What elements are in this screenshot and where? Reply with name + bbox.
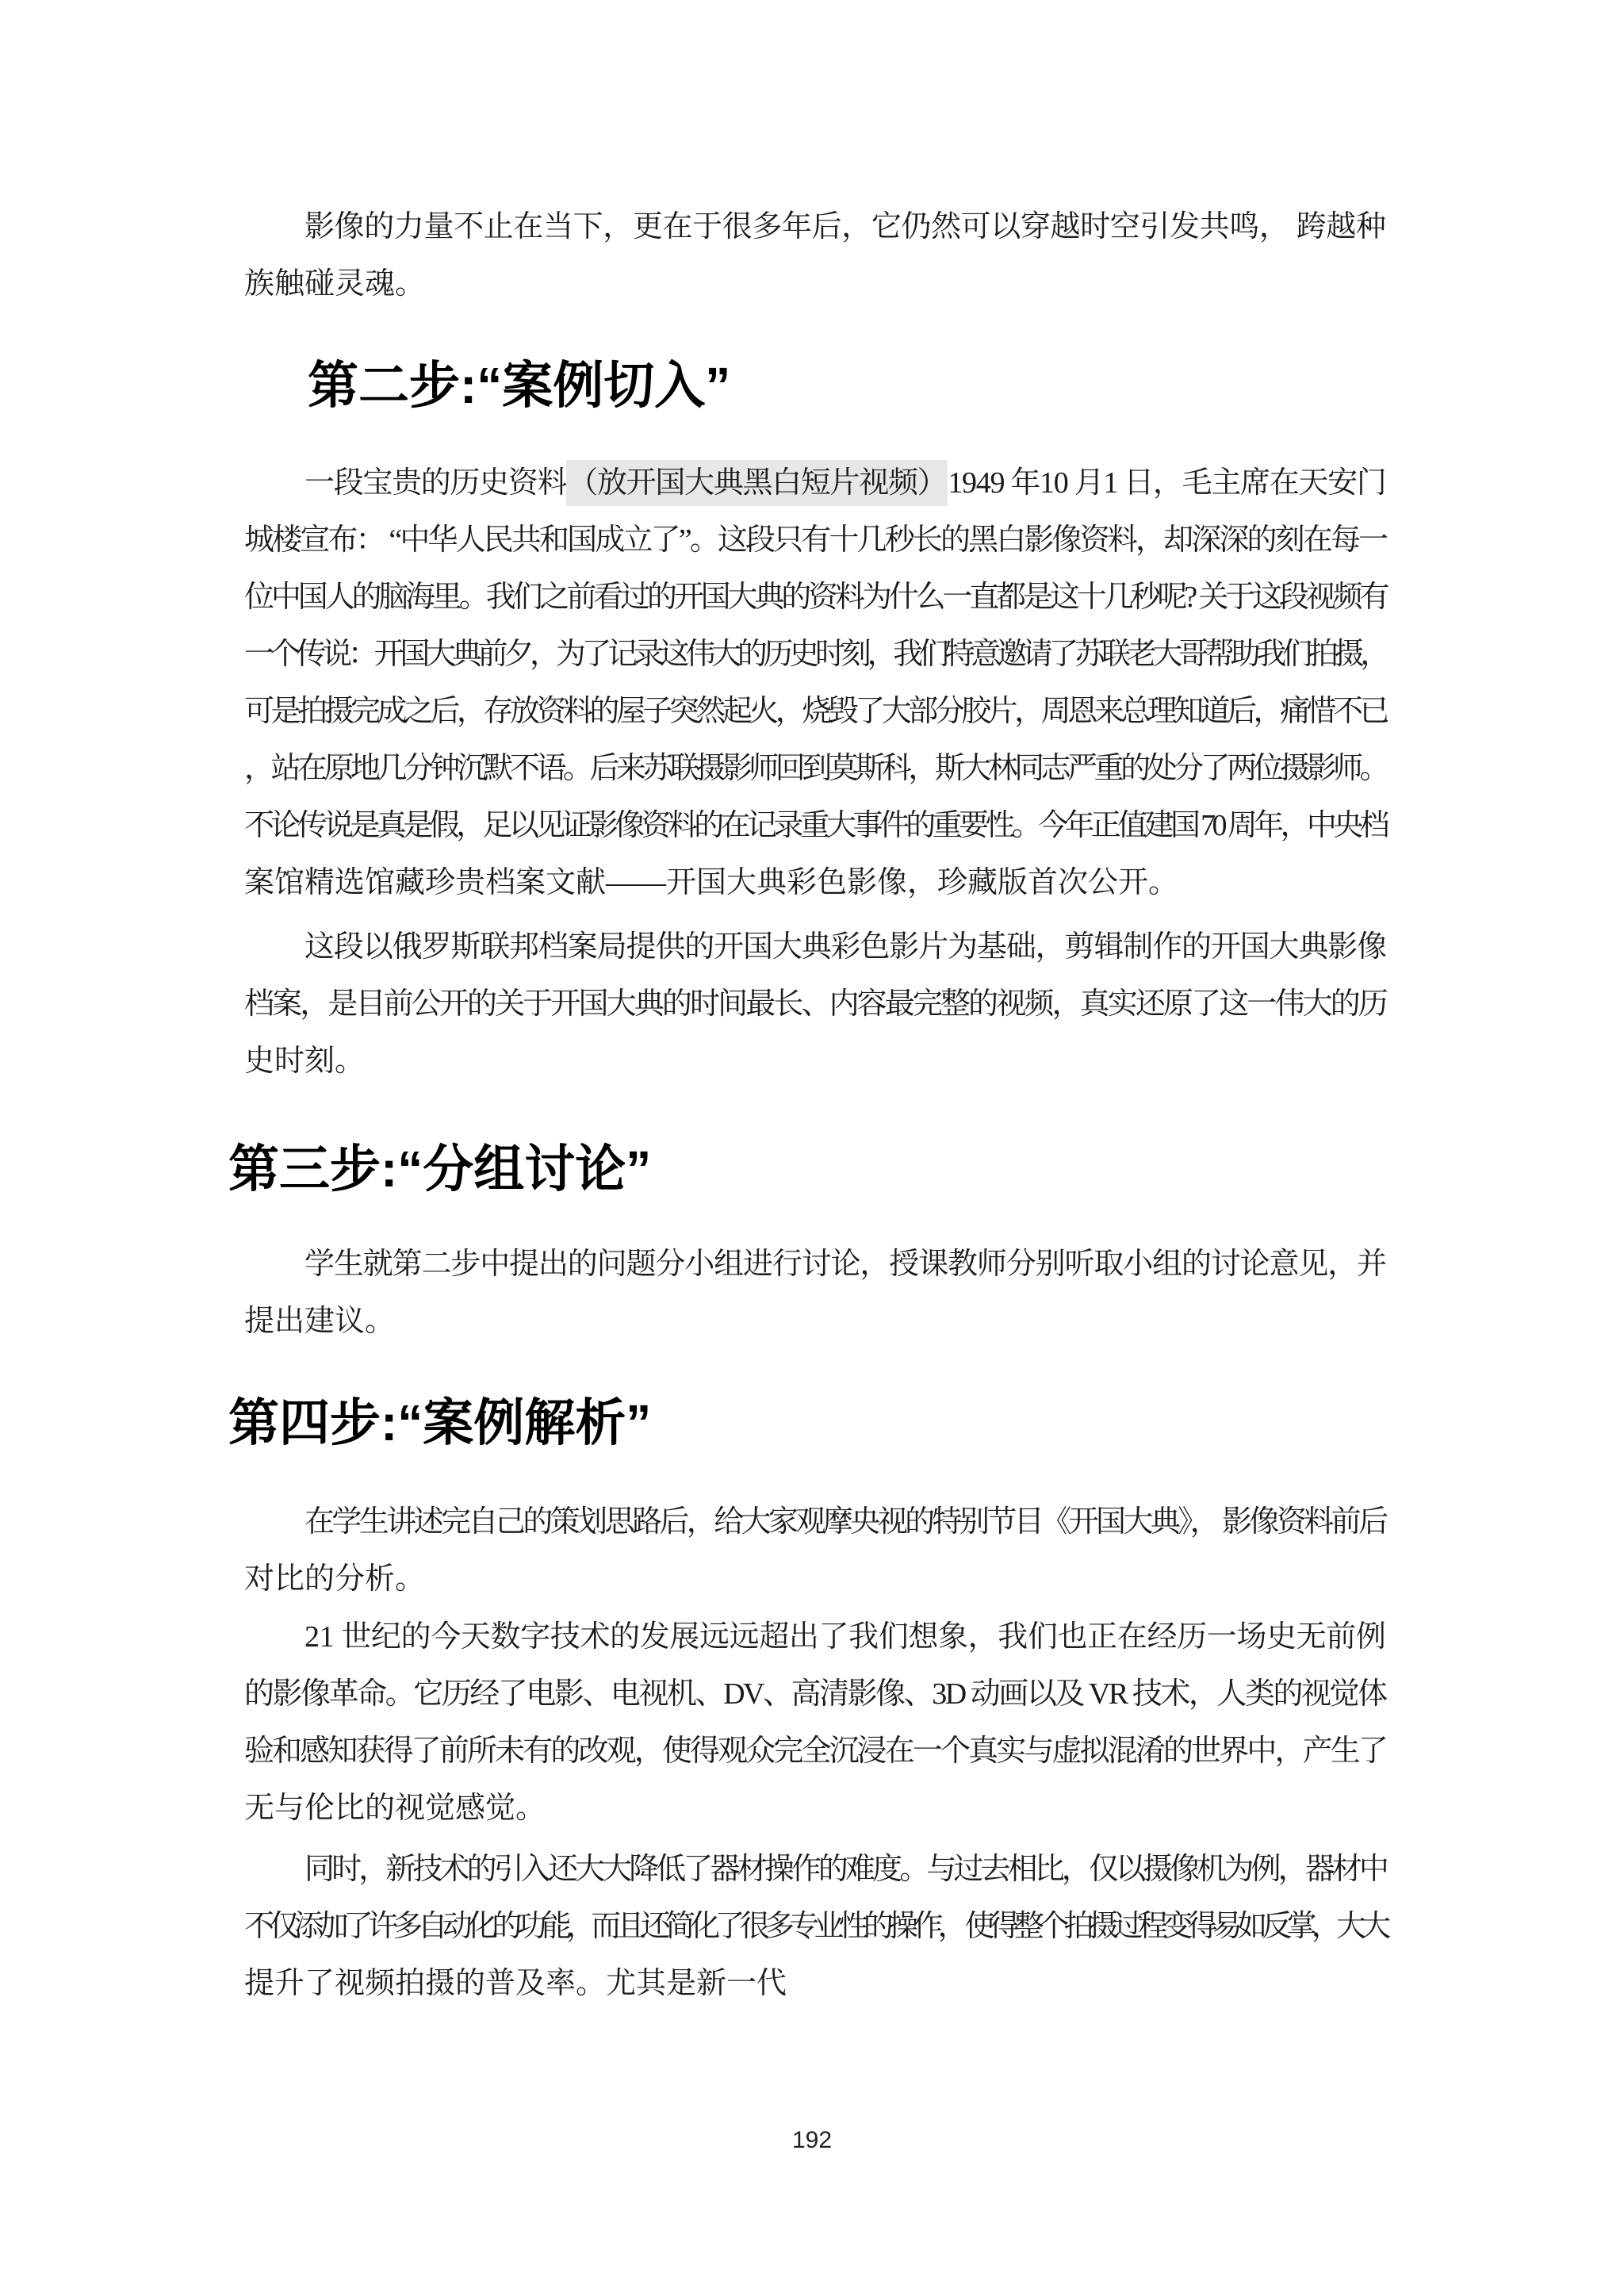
text-segment: 1949 年10 月1 日，毛主席在天安门	[948, 466, 1386, 500]
paragraph-pb	[244, 918, 1386, 1090]
paragraph-line: 这段以俄罗斯联邦档案局提供的开国大典彩色影片为基础，剪辑制作的开国大典影像	[304, 930, 1387, 964]
paragraph-line: 史时刻。	[244, 1045, 366, 1078]
paragraph-pe	[244, 1608, 1386, 1837]
heading-h-step3: 第三步:“分组讨论”	[228, 1140, 652, 1198]
paragraph-line: 对比的分析。	[244, 1562, 426, 1596]
paragraph-line: 可是拍摄完成之后，存放资料的屋子突然起火，烧毁了大部分胶片，周恩来总理知道后，痛惜不已	[244, 695, 1387, 728]
paragraph-line: 验和感知获得了前所未有的改观，使得观众完全沉浸在一个真实与虚拟混淆的世界中，产生了	[244, 1734, 1387, 1768]
paragraph-line: 影像的力量不止在当下，更在于很多年后，它仍然可以穿越时空引发共鸣， 跨越种	[304, 210, 1386, 243]
paragraph-line: 学生就第二步中提出的问题分小组进行讨论，授课教师分别听取小组的讨论意见，并	[304, 1248, 1387, 1281]
text-segment: 一段宝贵的历史资料	[304, 466, 567, 500]
paragraph-line: 提出建议。	[244, 1305, 396, 1338]
paragraph-line	[244, 454, 1386, 512]
heading-h-step2: 第二步:“案例切入”	[308, 357, 731, 414]
paragraph-line: 不论传说是真是假，足以见证影像资料的在记录重大事件的重要性。今年正值建国 70 周年，中央档	[244, 809, 1387, 842]
page-number: 192	[791, 2127, 833, 2153]
paragraph-line: 档案，是目前公开的关于开国大典的时间最长、内容最完整的视频，真实还原了这一伟大的历	[244, 987, 1387, 1021]
paragraph-line: 21 世纪的今天数字技术的发展远远超出了我们想象，我们也正在经历一场史无前例	[304, 1620, 1386, 1654]
paragraph-line: ，站在原地几分钟沉默不语。后来苏联摄影师回到莫斯科，斯大林同志严重的处分了两位摄影师。	[244, 752, 1387, 785]
paragraph-line: 不仅添加了许多自动化的功能，而且还简化了很多专业性的操作， 使得整个拍摄过程变得易如反掌，大大	[244, 1910, 1386, 1943]
paragraph-line: 在学生讲述完自己的策划思路后，给大家观摩央视的特别节目《开国大典》， 影像资料前后	[304, 1505, 1386, 1539]
paragraph-p0	[244, 198, 1386, 312]
paragraph-pd	[244, 1493, 1386, 1608]
page-content	[228, 198, 1388, 2012]
paragraph-pf	[244, 1841, 1386, 2012]
paragraph-pc	[244, 1236, 1386, 1350]
paragraph-line: 提升了视频拍摄的普及率。尤其是新一代	[244, 1967, 787, 2000]
paragraph-pa	[244, 454, 1386, 911]
paragraph-line: 的影像革命。它历经了电影、电视机、DV、高清影像、3D 动画以及 VR 技术，人类的视觉体	[244, 1677, 1386, 1711]
paragraph-line: 族触碰灵魂。	[244, 267, 426, 301]
heading-h-step4: 第四步:“案例解析”	[228, 1394, 652, 1451]
paragraph-line: 一个传说：开国大典前夕，为了记录这伟大的历史时刻，我们特意邀请了苏联老大哥帮助我们拍摄，	[244, 638, 1387, 671]
paragraph-line: 无与伦比的视觉感觉。	[244, 1792, 546, 1825]
paragraph-line: 位中国人的脑海里。我们之前看过的开国大典的资料为什么一直都是这十几秒呢? 关于这段视频有	[244, 581, 1387, 614]
paragraph-line: 案馆精选馆藏珍贵档案文献——开国大典彩色影像，珍藏版首次公开。	[244, 866, 1179, 899]
paragraph-line: 同时，新技术的引入还大大降低了器材操作的难度。与过去相比，仅以摄像机为例，器材中	[304, 1853, 1387, 1886]
paragraph-line: 城楼宣布： “中华人民共和国成立了”。这段只有十几秒长的黑白影像资料，却深深的刻在每一	[244, 523, 1387, 557]
highlighted-text: （放开国大典黑白短片视频）	[566, 460, 948, 506]
